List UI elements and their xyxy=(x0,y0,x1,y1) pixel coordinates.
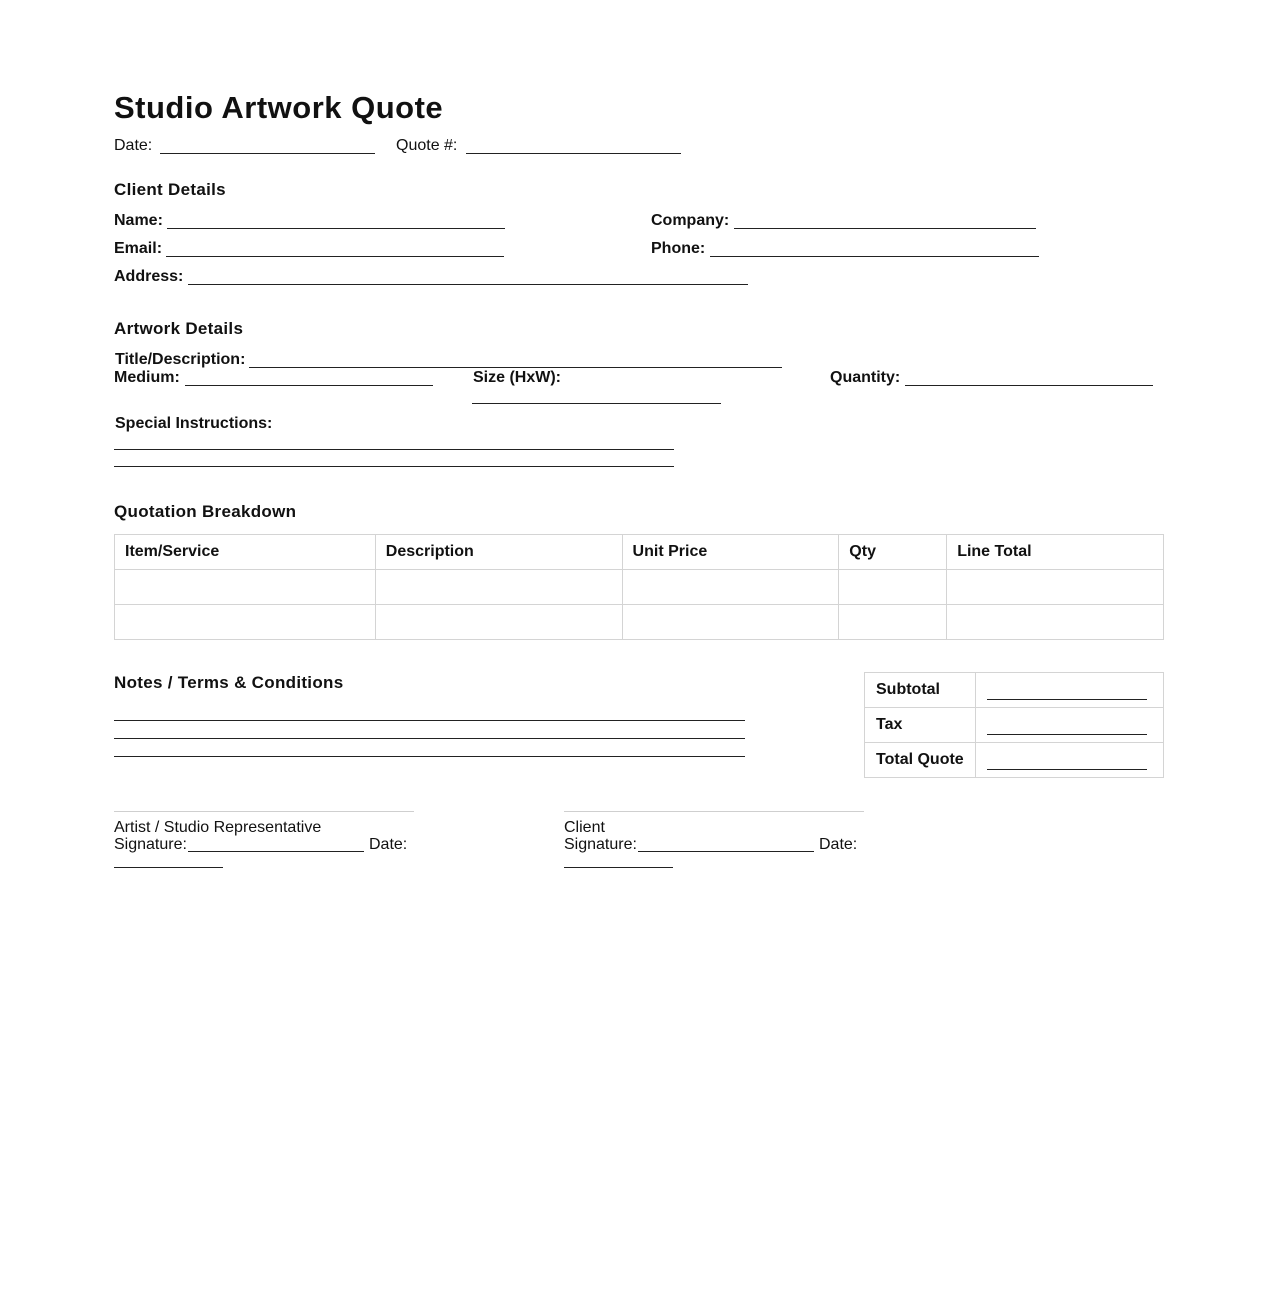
client-name-label: Name: xyxy=(114,212,163,229)
artwork-title-field[interactable] xyxy=(249,367,782,368)
client-company-label: Company: xyxy=(651,212,730,229)
artist-signature-title: Artist / Studio Representative xyxy=(114,819,322,836)
column-header-line-total: Line Total xyxy=(947,535,1164,570)
table-cell[interactable] xyxy=(115,605,376,640)
client-signature-label: Signature: xyxy=(564,836,637,853)
table-cell[interactable] xyxy=(947,570,1164,605)
artist-signature-field[interactable] xyxy=(188,851,364,852)
special-instructions-line-2[interactable] xyxy=(114,466,674,467)
client-name-field[interactable] xyxy=(167,228,505,229)
total-field[interactable] xyxy=(987,751,1147,770)
client-address-label: Address: xyxy=(114,268,184,285)
table-row xyxy=(115,605,1164,640)
subtotal-field[interactable] xyxy=(987,681,1147,700)
table-cell[interactable] xyxy=(375,570,622,605)
client-address-field[interactable] xyxy=(188,284,748,285)
client-email-field[interactable] xyxy=(166,256,504,257)
special-instructions-label: Special Instructions: xyxy=(115,415,273,432)
artwork-size-field[interactable] xyxy=(472,403,721,404)
artist-signature-label: Signature: xyxy=(114,836,187,853)
artwork-quantity-label: Quantity: xyxy=(830,369,901,386)
summary-table xyxy=(864,672,1164,778)
total-label: Total Quote xyxy=(865,743,976,778)
page-title: Studio Artwork Quote xyxy=(114,90,444,125)
notes-line-2[interactable] xyxy=(114,738,745,739)
quote-number-label: Quote #: xyxy=(396,137,458,154)
table-cell[interactable] xyxy=(622,570,839,605)
table-cell[interactable] xyxy=(622,605,839,640)
client-phone-field[interactable] xyxy=(710,256,1039,257)
date-label: Date: xyxy=(114,137,153,154)
client-company-field[interactable] xyxy=(734,228,1036,229)
breakdown-table xyxy=(114,534,1164,640)
subtotal-row xyxy=(865,673,1164,708)
client-details-heading: Client Details xyxy=(114,180,226,199)
artwork-details-heading: Artwork Details xyxy=(114,319,244,338)
column-header-item-service: Item/Service xyxy=(115,535,376,570)
tax-value[interactable] xyxy=(976,708,1164,743)
artwork-title-label: Title/Description: xyxy=(115,351,246,368)
column-header-description: Description xyxy=(375,535,622,570)
table-cell[interactable] xyxy=(947,605,1164,640)
table-cell[interactable] xyxy=(375,605,622,640)
artwork-medium-field[interactable] xyxy=(185,385,433,386)
date-field[interactable] xyxy=(160,153,375,154)
client-email-label: Email: xyxy=(114,240,163,257)
quote-number-field[interactable] xyxy=(466,153,681,154)
client-signature-divider xyxy=(564,811,864,812)
column-header-qty: Qty xyxy=(839,535,947,570)
table-cell[interactable] xyxy=(115,570,376,605)
artwork-size-label: Size (HxW): xyxy=(473,369,561,386)
artist-date-label: Date: xyxy=(369,836,408,853)
artwork-medium-label: Medium: xyxy=(114,369,180,386)
client-date-label: Date: xyxy=(819,836,858,853)
tax-field[interactable] xyxy=(987,716,1147,735)
client-signature-field[interactable] xyxy=(638,851,814,852)
special-instructions-line-1[interactable] xyxy=(114,449,674,450)
column-header-unit-price: Unit Price xyxy=(622,535,839,570)
table-row xyxy=(115,570,1164,605)
table-cell[interactable] xyxy=(839,570,947,605)
artist-signature-divider xyxy=(114,811,414,812)
client-date-field[interactable] xyxy=(564,867,673,868)
quotation-breakdown-heading: Quotation Breakdown xyxy=(114,502,297,521)
client-signature-title: Client xyxy=(564,819,605,836)
client-phone-label: Phone: xyxy=(651,240,706,257)
artist-date-field[interactable] xyxy=(114,867,223,868)
notes-line-3[interactable] xyxy=(114,756,745,757)
artwork-quantity-field[interactable] xyxy=(905,385,1153,386)
total-row xyxy=(865,743,1164,778)
subtotal-value[interactable] xyxy=(976,673,1164,708)
subtotal-label: Subtotal xyxy=(865,673,976,708)
total-value[interactable] xyxy=(976,743,1164,778)
tax-row xyxy=(865,708,1164,743)
tax-label: Tax xyxy=(865,708,976,743)
breakdown-header-row xyxy=(115,535,1164,570)
notes-line-1[interactable] xyxy=(114,720,745,721)
notes-heading: Notes / Terms & Conditions xyxy=(114,673,344,692)
table-cell[interactable] xyxy=(839,605,947,640)
